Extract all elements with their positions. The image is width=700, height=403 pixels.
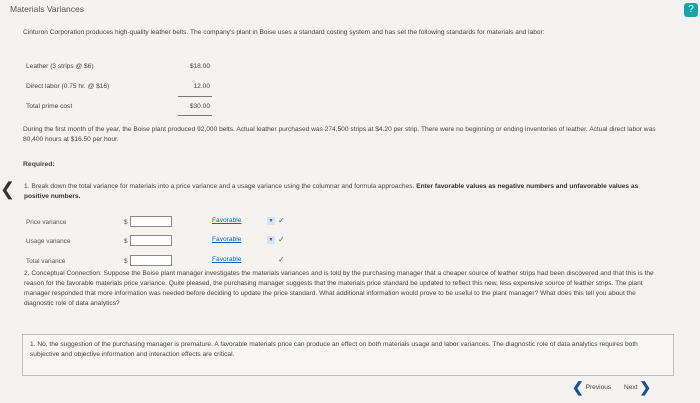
check-icon: ✓ xyxy=(278,216,285,225)
usage-variance-label: Usage variance xyxy=(26,238,71,245)
next-label: Next xyxy=(624,383,638,391)
previous-label: Previous xyxy=(585,383,612,391)
usage-variance-dollar: $ xyxy=(124,238,128,245)
price-variance-selection: Favorable xyxy=(212,217,242,224)
previous-button[interactable] xyxy=(572,380,611,394)
required-heading: Required: xyxy=(23,161,55,168)
total-variance-select[interactable] xyxy=(212,255,275,265)
standard-label-total: Total prime cost xyxy=(26,103,73,110)
price-variance-label: Price variance xyxy=(26,219,67,226)
intro-text: Cinturon Corporation produces high-quality leather belts. The company's plant in Boise uses a standard costing system and has set the following standards for materials and labor: xyxy=(23,29,545,36)
question-2: 2. Conceptual Connection: Suppose the Boise plant manager investigates the materials variances and is told by the purchasing manager that a cheaper source of leather strips had been discovered and that this is the reason for the favorable materials price variance. Quite pleased, the purchasing manager suggests that the materials price standard be updated to reflect this new, less expensive source of leather strips. The plant manager responded that more information was needed before deciding to update the price standard. What additional information would prove to be useful to the plant manager? What does this tell you about the diagnostic role of data analytics? xyxy=(24,270,654,307)
help-icon[interactable]: ? xyxy=(684,3,698,17)
price-variance-select[interactable] xyxy=(212,216,275,226)
chevron-down-icon: ▼ xyxy=(268,218,274,224)
usage-variance-select[interactable] xyxy=(212,235,275,245)
chevron-left-icon: ❮ xyxy=(572,379,584,395)
check-icon: ✓ xyxy=(278,235,285,244)
total-variance-label: Total variance xyxy=(26,258,66,265)
standard-label-leather: Leather (3 strips @ $6) xyxy=(26,63,94,70)
chevron-right-icon: ❯ xyxy=(639,379,652,395)
total-rule xyxy=(178,96,212,97)
chevron-down-icon: ▼ xyxy=(268,237,274,243)
standard-value-labor: 12.00 xyxy=(193,83,210,90)
question-1 xyxy=(24,182,664,202)
total-variance-dollar: $ xyxy=(124,258,128,265)
total-variance-selection: Favorable xyxy=(212,256,242,263)
price-variance-dollar: $ xyxy=(124,219,128,226)
question-1-text: 1. Break down the total variance for materials into a price variance and a usage variance using the columnar and formula approaches. xyxy=(24,183,417,190)
standard-value-total: $30.00 xyxy=(189,103,210,110)
page-title: Materials Variances xyxy=(10,4,85,14)
production-paragraph: During the first month of the year, the Boise plant produced 92,000 belts. Actual leather purchased was 274,500 strips at $4.20 per strip. There were no beginning or ending inventories of leather. Actual direct labor was 80,400 hours at $16.50 per hour. xyxy=(23,126,656,143)
total-double-rule xyxy=(178,115,212,116)
question-1-instruction: Enter favorable values as negative numbers and unfavorable values as positive numbers. xyxy=(24,183,639,200)
check-icon: ✓ xyxy=(278,255,285,264)
total-variance-input[interactable] xyxy=(130,255,172,266)
price-variance-input[interactable] xyxy=(130,216,172,227)
next-button[interactable] xyxy=(624,380,651,394)
standard-label-labor: Direct labor (0.75 hr. @ $16) xyxy=(26,83,110,90)
answer-text: 1. No, the suggestion of the purchasing manager is premature. A favorable materials price can produce an effect on both materials usage and labor variances. The diagnostic role of data analytics requires both subjective and objective information and interaction effects are critical. xyxy=(30,341,638,358)
usage-variance-selection: Favorable xyxy=(212,236,242,243)
chevron-left-icon[interactable]: ❮ xyxy=(0,179,16,199)
standard-value-leather: $18.00 xyxy=(189,63,210,70)
usage-variance-input[interactable] xyxy=(130,235,172,246)
